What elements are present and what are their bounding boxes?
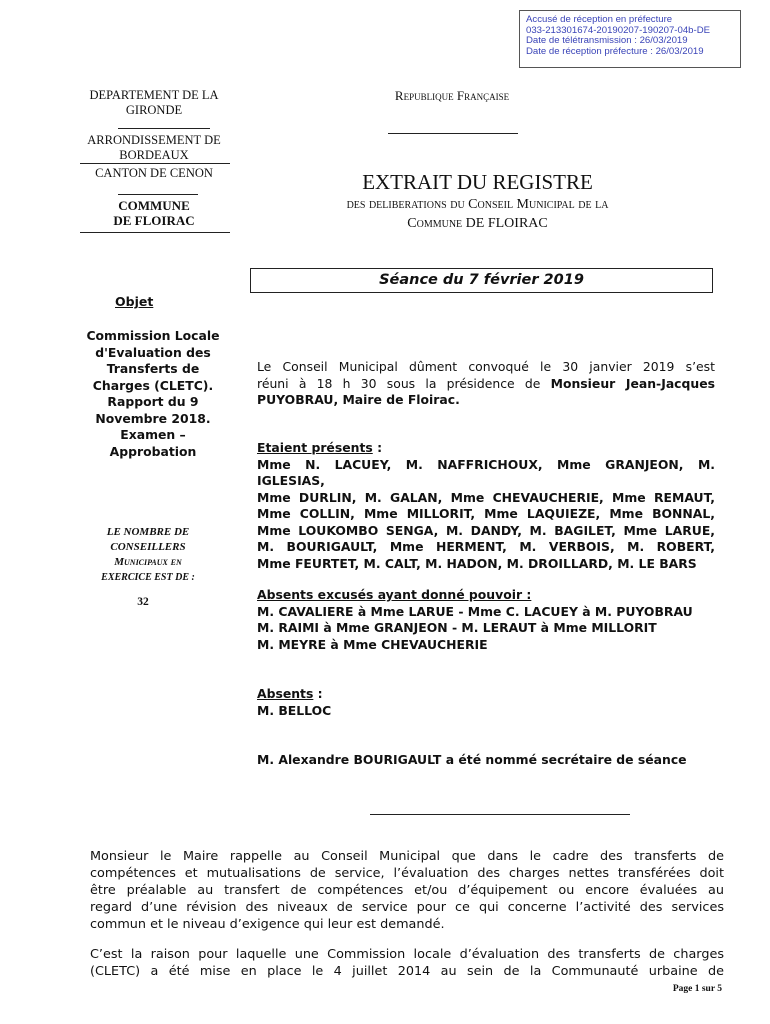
presents-heading bbox=[257, 440, 715, 457]
conseillers-line: CONSEILLERS bbox=[110, 541, 186, 553]
commune-name: DE FLOIRAC bbox=[113, 213, 195, 228]
seance-box bbox=[250, 268, 713, 293]
presents-colon: : bbox=[372, 440, 383, 455]
stamp-line: Accusé de réception en préfecture bbox=[526, 14, 673, 25]
canton-label: CANTON DE CENON bbox=[95, 166, 213, 180]
body-line: être préalable au transfert de compétences et/ou d’équipement ou encore évaluées au bbox=[90, 883, 724, 898]
presents-line: Mme N. LACUEY, M. NAFFRICHOUX, Mme GRANJEON, M. IGLESIAS, bbox=[257, 456, 715, 488]
departement-label: DEPARTEMENT DE LA GIRONDE bbox=[89, 88, 219, 117]
absents-heading bbox=[257, 686, 715, 703]
document-title: EXTRAIT DU REGISTRE bbox=[362, 170, 593, 194]
conseillers-line: EXERCICE EST DE : bbox=[101, 572, 195, 583]
body-line: Monsieur le Maire rappelle au Conseil Municipal que dans le cadre des transferts de bbox=[90, 849, 724, 864]
excuses-label: Absents excusés ayant donné pouvoir : bbox=[257, 587, 532, 602]
arrondissement-label: ARRONDISSEMENT DE BORDEAUX bbox=[87, 133, 221, 162]
conseillers-line: LE NOMBRE DE bbox=[106, 526, 190, 538]
body-line: commun et le niveau d’exigence qui leur est demandé. bbox=[90, 917, 445, 932]
commune-word: Commune bbox=[407, 216, 463, 231]
body-line: compétences et mutualisations de service, l’évaluation des charges nettes transférées doit bbox=[90, 866, 724, 881]
presents-block bbox=[257, 440, 715, 572]
excuses-line: M. CAVALIERE à Mme LARUE - Mme C. LACUEY à M. PUYOBRAU bbox=[257, 603, 693, 619]
body-line: regard d’une révision des niveaux de service pour ce qui concerne l’activité des services bbox=[90, 900, 724, 915]
excuses-line: M. RAIMI à Mme GRANJEON - M. LERAUT à Mme MILLORIT bbox=[257, 620, 657, 635]
divider bbox=[80, 232, 230, 233]
objet-line: Commission Locale bbox=[86, 328, 220, 343]
conseillers-block bbox=[80, 525, 216, 585]
document-subtitle-commune bbox=[250, 216, 705, 232]
body-paragraph-1 bbox=[90, 848, 724, 933]
objet-line: Charges (CLETC). bbox=[92, 377, 214, 393]
absents-label: Absents bbox=[257, 686, 314, 701]
stamp-line: Date de réception préfecture : 26/03/2019 bbox=[526, 45, 704, 57]
divider bbox=[388, 133, 518, 134]
presents-line: M. BOURIGAULT, Mme HERMENT, M. VERBOIS, M. ROBERT, bbox=[257, 539, 715, 554]
intro-line: Le Conseil Municipal dûment convoqué le 30 janvier 2019 s’est bbox=[257, 359, 715, 374]
absents-names: M. BELLOC bbox=[257, 702, 332, 718]
presents-line: Mme FEURTET, M. CALT, M. HADON, M. DROILLARD, M. LE BARS bbox=[257, 555, 697, 571]
presents-line: Mme LOUKOMBO SENGA, M. DANDY, M. BAGILET, Mme LARUE, bbox=[257, 522, 715, 538]
objet-line: d'Evaluation des bbox=[95, 344, 211, 360]
mayor-name: Monsieur Jean-Jacques bbox=[550, 375, 715, 391]
seance-date: Séance du 7 février 2019 bbox=[379, 272, 584, 288]
separator-line bbox=[370, 814, 630, 815]
excuses-line: M. MEYRE à Mme CHEVAUCHERIE bbox=[257, 636, 488, 652]
body-line: (CLETC) a été mise en place le 4 juillet 2014 au sein de la Communauté urbaine de bbox=[90, 964, 724, 979]
commune-label: COMMUNE bbox=[118, 198, 190, 213]
commune-name-right: DE FLOIRAC bbox=[465, 216, 548, 231]
absents-block bbox=[257, 686, 715, 719]
presents-line: Mme DURLIN, M. GALAN, Mme CHEVAUCHERIE, Mme REMAUT, bbox=[257, 489, 715, 505]
republique-label: Republique Française bbox=[394, 88, 510, 103]
intro-paragraph bbox=[257, 359, 715, 409]
excuses-block bbox=[257, 587, 715, 653]
objet-line: Approbation bbox=[109, 443, 197, 459]
conseillers-line: Municipaux en bbox=[114, 556, 182, 568]
stamp-line: 033-213301674-20190207-190207-04b-DE bbox=[526, 24, 711, 36]
divider bbox=[80, 163, 230, 164]
objet-line: Novembre 2018. bbox=[95, 410, 211, 426]
objet-line: Transferts de bbox=[106, 361, 200, 376]
reception-stamp bbox=[519, 10, 741, 68]
intro-text: réuni à 18 h 30 sous la présidence de bbox=[257, 375, 541, 391]
divider bbox=[118, 194, 198, 195]
intro-line: PUYOBRAU, Maire de Floirac. bbox=[257, 392, 460, 407]
stamp-line: Date de télétransmission : 26/03/2019 bbox=[526, 35, 688, 46]
document-subtitle: des deliberations du Conseil Municipal de la bbox=[346, 197, 609, 212]
presents-label: Etaient présents bbox=[257, 440, 373, 455]
divider bbox=[118, 128, 210, 129]
body-line: C’est la raison pour laquelle une Commission locale d’évaluation des transferts de charges bbox=[90, 947, 724, 962]
body-paragraph-2 bbox=[90, 946, 724, 980]
conseillers-count: 32 bbox=[137, 596, 149, 608]
objet-line: Examen – bbox=[120, 427, 186, 442]
absents-colon: : bbox=[313, 686, 323, 701]
presents-line: Mme COLLIN, Mme MILLORIT, Mme LAQUIEZE, Mme BONNAL, bbox=[257, 506, 715, 521]
objet-body bbox=[80, 328, 226, 460]
intro-line bbox=[257, 376, 715, 393]
objet-label: Objet bbox=[115, 294, 154, 309]
secretaire-line: M. Alexandre BOURIGAULT a été nommé secrétaire de séance bbox=[257, 752, 687, 767]
page-number: Page 1 sur 5 bbox=[672, 984, 722, 994]
objet-line: Rapport du 9 bbox=[107, 394, 199, 409]
